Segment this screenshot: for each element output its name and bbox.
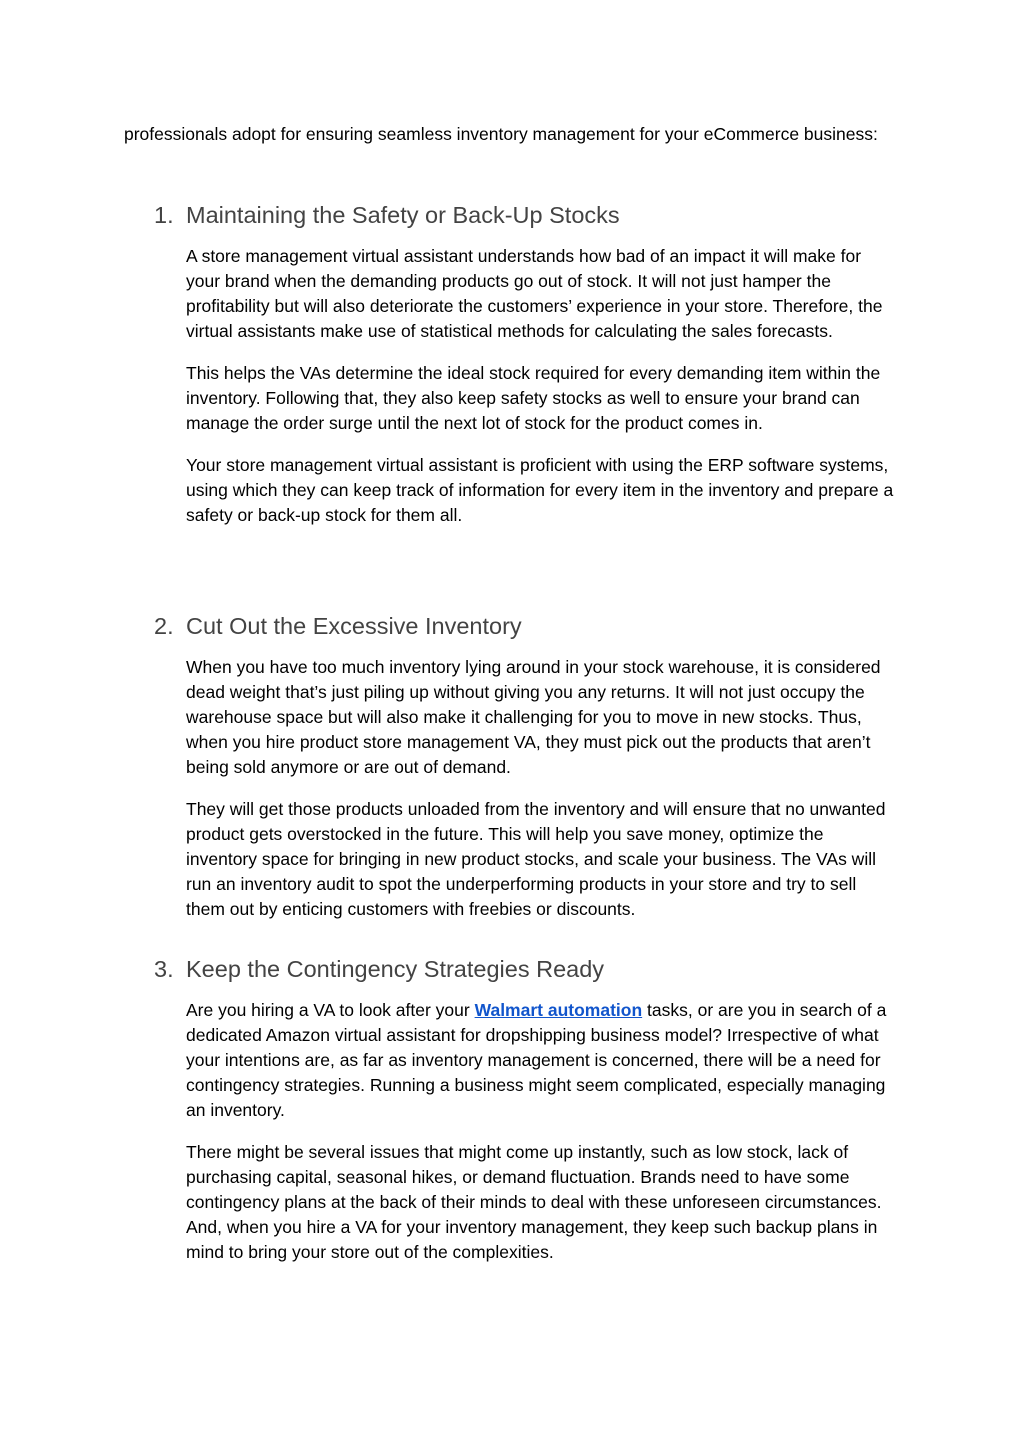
paragraph-text: Are you hiring a VA to look after your <box>186 1000 475 1020</box>
section-heading <box>0 198 1024 232</box>
section-contingency-strategies <box>0 952 1024 1282</box>
paragraph: When you have too much inventory lying around in your stock warehouse, it is considered dead weight that’s just piling up without giving you any returns. It will not just occupy the warehouse space but will also make it challenging for you to move in new stocks. Thus, when you hire product store management VA, they must pick out the products that aren’t being sold anymore or are out of demand. <box>186 657 881 777</box>
heading-title: Maintaining the Safety or Back-Up Stocks <box>186 202 620 228</box>
section-heading <box>0 952 1024 986</box>
paragraph <box>186 998 898 1123</box>
paragraph: They will get those products unloaded from the inventory and will ensure that no unwanted product gets overstocked in the future. This will help you save money, optimize the inventory space for bringing in new product stocks, and scale your business. The VAs will run an inventory audit to spot the underperforming products in your store and try to sell them out by enticing customers with freebies or discounts. <box>186 799 886 919</box>
section-excessive-inventory <box>0 609 1024 939</box>
paragraph-text: tasks, or are you in search of a dedicated Amazon virtual assistant for dropshipping business model? Irrespective of what your intentions are, as far as inventory management is concerned, there will be a need for contingency strategies. Running a business might seem complicated, especially managing an inventory. <box>186 1000 887 1120</box>
list-number: 3. <box>154 956 174 982</box>
intro-paragraph: professionals adopt for ensuring seamless inventory management for your eCommerce business: <box>124 124 878 144</box>
heading-title: Keep the Contingency Strategies Ready <box>186 956 605 982</box>
paragraph: Your store management virtual assistant is proficient with using the ERP software systems, using which they can keep track of information for every item in the inventory and prepare a safety or back-up stock for them all. <box>186 455 894 525</box>
paragraph: There might be several issues that might come up instantly, such as low stock, lack of purchasing capital, seasonal hikes, or demand fluctuation. Brands need to have some contingency plans at the back of their minds to deal with these unforeseen circumstances. And, when you hire a VA for your inventory management, they keep such backup plans in mind to bring your store out of the complexities. <box>186 1142 882 1262</box>
walmart-automation-link[interactable]: Walmart automation <box>474 1000 643 1020</box>
list-number: 1. <box>154 202 174 228</box>
list-number: 2. <box>154 613 174 639</box>
paragraph: This helps the VAs determine the ideal stock required for every demanding item within the inventory. Following that, they also keep safety stocks as well to ensure your brand can manage the order surge until the next lot of stock for the product comes in. <box>186 363 881 433</box>
section-safety-stocks <box>0 198 1024 545</box>
paragraph: A store management virtual assistant understands how bad of an impact it will make for your brand when the demanding products go out of stock. It will not just hamper the profitability but will also deteriorate the customers’ experience in your store. Therefore, the virtual assistants make use of statistical methods for calculating the sales forecasts. <box>186 246 883 341</box>
heading-title: Cut Out the Excessive Inventory <box>186 613 522 639</box>
section-heading <box>0 609 1024 643</box>
